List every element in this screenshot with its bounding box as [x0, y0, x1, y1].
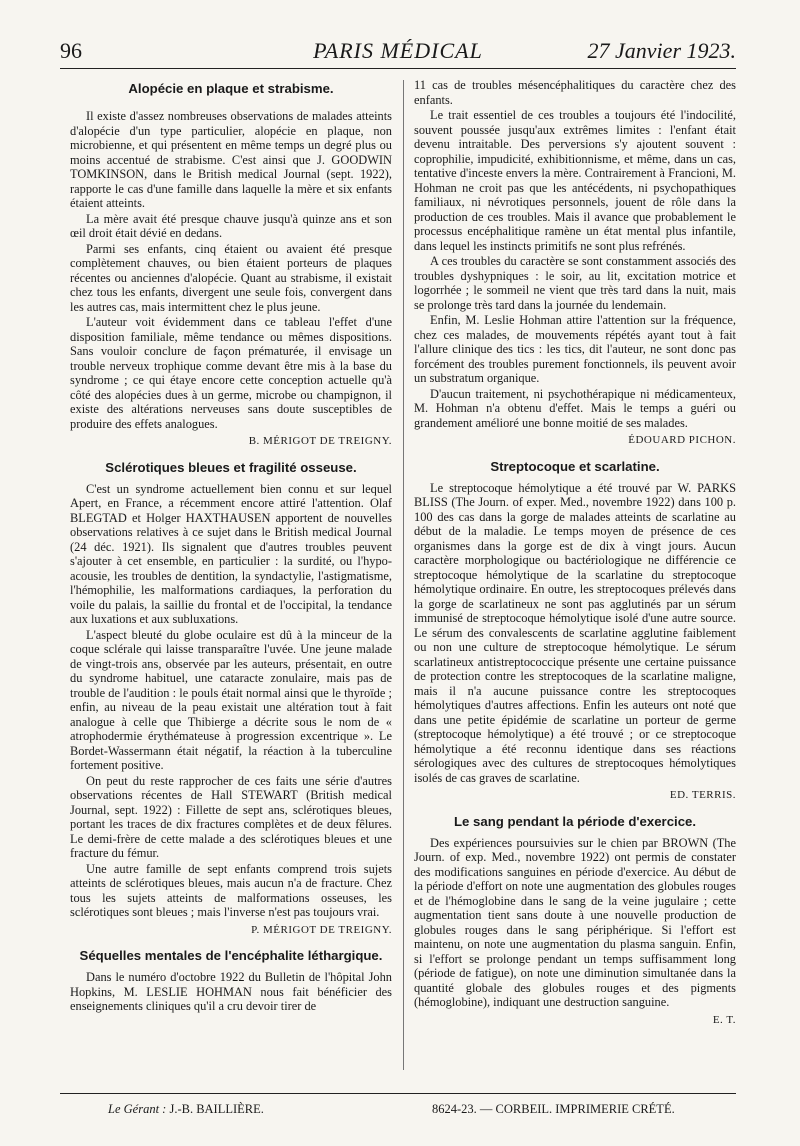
article-paragraph: Parmi ses enfants, cinq étaient ou avaient été presque complètement chauves, ou bien étaient porteurs de plaques récentes ou anciennes d'alopécie. Quant au strabisme, il existait chez tous les enfants, divergent une seule fois, convergent dans les autres cas, mais intermittent chez le plus jeune. [70, 241, 392, 314]
article-signature: P. MÉRIGOT DE TREIGNY. [251, 923, 392, 936]
article-signature: ED. TERRIS. [669, 789, 736, 801]
article-paragraph: 11 cas de troubles mésencéphalitiques du caractère chez des enfants. [414, 78, 736, 107]
article-paragraph: Dans le numéro d'octobre 1922 du Bulletin de l'hôpital John Hopkins, M. LESLIE HOHMAN nous fait bénéficier des enseignements cliniques qu'il a cru devoir tirer de [70, 970, 392, 1013]
article-signature: E. T. [712, 1013, 736, 1026]
footer-rule [60, 1093, 736, 1094]
left-column [70, 78, 392, 1068]
article-title-sang-exercice: Le sang pendant la période d'exercice. [453, 813, 697, 829]
article-paragraph: Enfin, M. Leslie Hohman attire l'attention sur la fréquence, chez ces malades, de mouvements répétés ayant tout à fait l'allure clinique des tics : les tics, dit l'auteur, ne sont donc pas forcément des troubles purement fonctionnels, ils peuvent avoir un substratum organique. [414, 313, 736, 385]
right-column [414, 78, 736, 1068]
article-paragraph: Le trait essentiel de ces troubles a toujours été l'indocilité, souvent poussée jusqu'aux extrêmes limites : l'enfant était devenu intraitable. Des perversions s'y ajoutent souvent : coprophilie, impudicité, exhibitionnisme, et même, dans un cas, tentative d'inceste envers la mère. Contrairement à Francioni, M. Hohman ne croit pas que les antécédents, ni psychopathiques familiaux, ni névrotiques personnels, jouent de rôle dans la production de ces troubles. Mais il avance que probablement le processus encéphalitique ramène un état mental plus infantile, dans lequel les instincts primitifs ne sont plus refrénés. [414, 108, 736, 253]
article-paragraph: A ces troubles du caractère se sont constamment associés des troubles dyshypniques : le soir, au lit, excitation motrice et logorrhée ; le sommeil ne vient que très tard dans la nuit, mais se prolonge très tard dans la journée du lendemain. [414, 254, 736, 312]
article-title-sequelles: Séquelles mentales de l'encéphalite léthargique. [79, 948, 383, 963]
page-number: 96 [60, 38, 82, 63]
article-paragraph: C'est un syndrome actuellement bien connu et sur lequel Apert, en France, a récemment encore attiré l'attention. Olaf BLEGTAD et Holger HAXTHAUSEN apportent de nouvelles observations relatives à ce sujet dans le British medical Journal (24 déc. 1921). Ils signalent que d'autres troubles peuvent s'ajouter à cet ensemble, en particulier : la surdité, ou l'hypo-acousie, les troubles de dentition, la syndactylie, l'astigmatisme, l'hémophilie, les malformations cardiaques, la perforation du voile du palais, la saillie du frontal et de l'occipital, la tendance aux luxations et aux subluxations. [70, 481, 392, 626]
article-paragraph: D'aucun traitement, ni psychothérapique ni médicamenteux, M. Hohman n'a obtenu d'effet. Mais le temps a guéri ou grandement amélioré une bonne moitié de ses malades. [414, 386, 736, 430]
issue-date: 27 Janvier 1923. [587, 38, 736, 63]
gerant-name: J.-B. BAILLIÈRE. [169, 1102, 264, 1116]
article-paragraph: Une autre famille de sept enfants comprend trois sujets atteints de sclérotiques bleues, mais aucun n'a de fracture. Chez tous les sujets atteints de malformations osseuses, les sclérotiques sont bleues ; mais l'inverse n'est pas toujours vrai. [70, 861, 392, 919]
article-signature: ÉDOUARD PICHON. [628, 434, 736, 446]
page-header [60, 38, 736, 69]
journal-title: PARIS MÉDICAL [313, 38, 483, 63]
footer-gerant [108, 1102, 264, 1122]
column-divider [403, 80, 404, 1070]
article-paragraph: La mère avait été presque chauve jusqu'à quinze ans et son œil droit était dévié en dedans. [70, 211, 392, 240]
article-paragraph: Il existe d'assez nombreuses observations de malades atteints d'alopécie d'un type particulier, alopécie en plaque, non microbienne, et qui présentent en même temps un degré plus ou moins accentué de strabisme. C'est ainsi que J. GOODWIN TOMKINSON, dans le British medical Journal (sept. 1922), rapporte le cas d'une famille dans laquelle la mère et six enfants étaient atteints. [70, 109, 392, 210]
article-paragraph: Des expériences poursuivies sur le chien par BROWN (The Journ. of exp. Med., novembre 1922) ont permis de constater des modifications sanguines en période d'exercice. Au début de la période d'effort on note une augmentation des globules rouges et de l'hémoglobine dans le sang de la veine jugulaire ; cette augmentation tient sans doute à une nouvelle production de globules rouges dans le sang périphérique. Si l'effort est maintenu, on note une augmentation du plasma sanguin. Enfin, si l'effort se prolonge pendant un temps suffisamment long (période de fatigue), on note une diminution simultanée dans la quantité globale des globules rouges et des pigments (hémoglobine), indiquant une destruction sanguine. [414, 835, 736, 1009]
footer-printer: 8624-23. — CORBEIL. IMPRIMERIE CRÉTÉ. [432, 1102, 675, 1116]
article-signature: B. MÉRIGOT DE TREIGNY. [248, 435, 392, 447]
gerant-label: Le Gérant : [108, 1102, 167, 1116]
article-title-alopecie: Alopécie en plaque et strabisme. [128, 81, 334, 96]
article-paragraph: On peut du reste rapprocher de ces faits une série d'autres observations récentes de Hall STEWART (British medical Journal, sept. 1922) : Fillette de sept ans, sclérotiques bleues, portant les traces de dix fractures complètes et de deux fêlures. Le demi-frère de cette malade a des sclérotiques bleues et une fracture du fémur. [70, 773, 392, 860]
article-paragraph: L'aspect bleuté du globe oculaire est dû à la minceur de la coque sclérale qui laisse transparaître l'uvée. Une jeune malade de vingt-trois ans, observée par les auteurs, présentait, en outre du syndrome habituel, une cataracte zonulaire, mais pas de trouble de l'audition : le pouls était normal ainsi que le thyroïde ; enfin, au niveau de la peau existait une altération tout à fait analogue à celle que Thibierge a décrite sous le nom de « atrophodermie érythémateuse à progression excentrique ». Le Bordet-Wassermann était négatif, la réaction à la tuberculine fortement positive. [70, 627, 392, 772]
article-paragraph: Le streptocoque hémolytique a été trouvé par W. PARKS BLISS (The Journ. of exper. Med., novembre 1922) dans 100 p. 100 des cas dans la gorge de malades atteints de scarlatine au début de la maladie. Le temps moyen de présence de ces organismes dans la gorge est de dix à vingt jours. Aucun caractère morphologique ou bactériologique ne différencie ce streptocoque hémolytique de la scarlatine du streptocoque hémolytique ordinaire. En outre, les streptocoques prélevés dans la gorge de scarlatineux ne sont pas agglutinés par un sérum immunisé de streptocoque hémolytique isolé d'une autre source. Le sérum des convalescents de scarlatine agglutine faiblement ou non une culture de streptocoque hémolytique. Le sérum scarlatineux antistreptococcique présente une certaine puissance de protection contre les streptocoques de la scarlatine maligne, mais il n'a aucune puissance contre les streptocoques hémolytiques d'autres affections. Enfin les auteurs ont noté que dans une petite épidémie de scarlatine un porteur de germe (streptocoque hémolytique) a été trouvé ; or ce streptocoque hémolytique a été reconnu identique dans ses réactions sérologiques avec des cultures de streptocoques hémolytiques isolés de cas graves de scarlatine. [414, 480, 736, 785]
article-title-streptocoque: Streptocoque et scarlatine. [490, 458, 660, 474]
article-title-sclerotiques: Sclérotiques bleues et fragilité osseuse. [105, 459, 357, 475]
article-paragraph: L'auteur voit évidemment dans ce tableau l'effet d'une disposition familiale, même tendance ou mêmes dispositions. Sans vouloir conclure de façon prématurée, il envisage un trouble nerveux trophique comme devant être mis à la base du syndrome ; ce qui étaye encore cette conception actuelle qu'à côté des alopécies dues à un germe, microbe ou champignon, il existe des altérations nerveuses sans doute susceptibles de produire des effets analogues. [70, 315, 392, 431]
